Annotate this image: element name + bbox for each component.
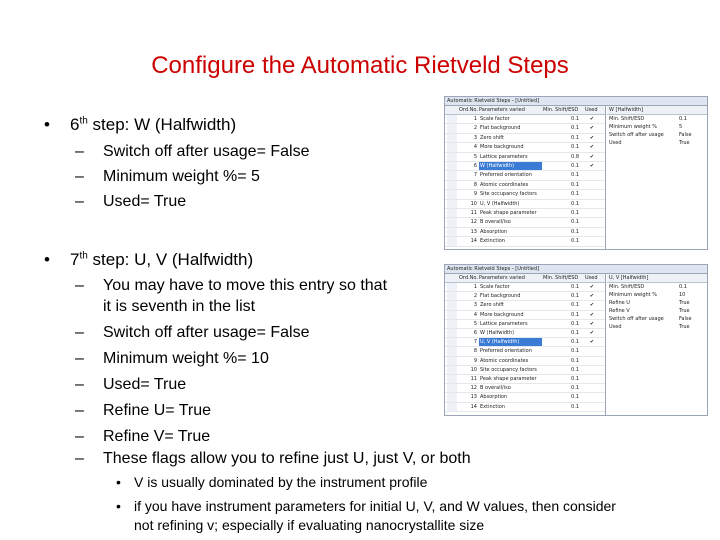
used-checkbox[interactable]	[585, 181, 599, 189]
table-row[interactable]	[445, 181, 605, 190]
row-indicator	[447, 357, 457, 365]
table-row[interactable]	[445, 218, 605, 227]
property-value[interactable]: True	[679, 300, 690, 306]
cell-minshift: 0.1	[571, 219, 579, 226]
row-indicator	[447, 301, 457, 309]
cell-parameter: Peak shape parameter	[480, 376, 537, 382]
row-indicator	[447, 384, 457, 392]
row-indicator	[447, 209, 457, 217]
property-header: W [Halfwidth]	[607, 106, 707, 115]
cell-ordno: 8	[473, 348, 477, 355]
table-row[interactable]	[445, 115, 605, 124]
row-indicator	[447, 115, 457, 123]
cell-minshift: 0.1	[571, 181, 579, 188]
dash-marker: –	[75, 168, 84, 185]
table-row[interactable]	[445, 366, 605, 375]
cell-ordno: 6	[473, 163, 477, 169]
cell-ordno: 9	[473, 357, 477, 364]
col-header-minshift[interactable]: Min. Shift/ESD	[543, 107, 579, 113]
property-name: Refine V	[609, 308, 630, 314]
property-value[interactable]: True	[679, 324, 690, 330]
property-row[interactable]	[607, 124, 707, 131]
row-indicator	[447, 181, 457, 189]
cell-parameter: More background	[480, 311, 524, 318]
property-row[interactable]	[607, 324, 707, 331]
used-checkbox[interactable]	[585, 347, 599, 355]
cell-minshift: 0.1	[571, 228, 579, 235]
used-checkbox[interactable]	[585, 237, 599, 245]
cell-ordno: 9	[473, 191, 477, 198]
dash-marker: –	[75, 450, 84, 467]
cell-minshift: 0.1	[571, 385, 579, 392]
dash-marker: –	[75, 193, 84, 210]
bullet-text: 6th step: W (Halfwidth)	[70, 115, 237, 134]
property-name: Refine U	[609, 300, 630, 306]
cell-minshift: 0.1	[571, 116, 579, 122]
cell-parameter: W (Halfwidth)	[480, 330, 515, 336]
property-row[interactable]	[607, 140, 707, 147]
col-header-ordno[interactable]: Ord.No.	[459, 275, 478, 281]
property-name: Used	[609, 140, 622, 146]
col-header-minshift[interactable]: Min. Shift/ESD	[543, 275, 579, 281]
row-indicator	[447, 143, 457, 151]
table-row[interactable]	[445, 162, 605, 171]
row-indicator	[447, 347, 457, 355]
cell-ordno: 2	[473, 293, 477, 300]
cell-parameter: Atomic coordinates	[480, 181, 529, 188]
cell-ordno: 5	[473, 153, 477, 160]
cell-minshift: 0.1	[571, 357, 579, 364]
sub-bullet-text: Used= True	[103, 193, 187, 210]
used-checkbox[interactable]: ✔	[589, 311, 595, 318]
cell-ordno: 11	[470, 210, 477, 216]
table-row[interactable]	[445, 171, 605, 180]
used-checkbox[interactable]	[585, 228, 599, 236]
bullet-marker: •	[116, 498, 121, 514]
cell-minshift: 0.1	[571, 320, 579, 327]
cell-ordno: 6	[473, 330, 477, 336]
table-row[interactable]	[445, 320, 605, 329]
cell-minshift: 0.1	[571, 348, 579, 355]
cell-parameter: Peak shape parameter	[480, 210, 537, 216]
cell-minshift: 0.1	[571, 293, 579, 300]
cell-minshift: 0.1	[571, 144, 579, 151]
used-checkbox[interactable]	[585, 375, 599, 383]
property-name: Min. Shift/ESD	[609, 116, 645, 122]
window-title: Automatic Rietveld Steps - [Untitled]	[445, 97, 707, 106]
dash-marker: –	[75, 350, 84, 367]
dash-marker: –	[75, 143, 84, 160]
level3-text: if you have instrument parameters for initial U, V, and W values, then consider	[134, 498, 616, 514]
cell-minshift: 0.1	[571, 311, 579, 318]
sub-bullet-text: Switch off after usage= False	[103, 143, 310, 160]
cell-ordno: 10	[470, 366, 477, 373]
table-row[interactable]	[445, 209, 605, 218]
property-row[interactable]	[607, 284, 707, 291]
cell-parameter: U, V (Halfwidth)	[479, 338, 542, 346]
cell-ordno: 4	[473, 311, 477, 318]
cell-minshift: 0.1	[571, 238, 579, 245]
cell-minshift: 0.1	[571, 163, 579, 169]
cell-parameter: Extinction	[480, 238, 505, 245]
dash-marker: –	[75, 402, 84, 419]
bullet-text: 7th step: U, V (Halfwidth)	[70, 250, 254, 269]
cell-ordno: 5	[473, 320, 477, 327]
cell-ordno: 11	[470, 376, 477, 382]
sub-bullet-text: Refine V= True	[103, 428, 211, 445]
property-value[interactable]: 5	[679, 124, 683, 130]
table-row[interactable]	[445, 384, 605, 393]
table-row[interactable]	[445, 153, 605, 162]
table-row[interactable]	[445, 347, 605, 356]
property-value[interactable]: 0.1	[679, 284, 687, 290]
row-indicator	[447, 338, 457, 346]
cell-parameter: Lattice parameters	[480, 320, 528, 327]
table-row[interactable]	[445, 393, 605, 402]
dash-marker: –	[75, 324, 84, 341]
cell-parameter: Atomic coordinates	[480, 357, 529, 364]
used-checkbox[interactable]	[585, 403, 599, 411]
cell-ordno: 7	[473, 172, 477, 179]
used-checkbox[interactable]: ✔	[589, 125, 595, 132]
property-name: Switch off after usage	[609, 316, 664, 322]
sub-bullet-text: Used= True	[103, 376, 187, 393]
grid-header	[445, 274, 605, 283]
cell-ordno: 7	[473, 339, 477, 346]
cell-parameter: Lattice parameters	[480, 153, 528, 160]
property-row[interactable]	[607, 300, 707, 307]
used-checkbox[interactable]: ✔	[589, 330, 595, 336]
cell-parameter: Zero shift	[480, 302, 504, 309]
sub-bullet-text: Minimum weight %= 10	[103, 350, 269, 367]
cell-minshift: 0.1	[571, 125, 579, 132]
cell-ordno: 13	[470, 394, 477, 401]
table-row[interactable]	[445, 338, 605, 347]
row-indicator	[447, 237, 457, 245]
dash-marker: –	[75, 376, 84, 393]
table-row[interactable]	[445, 143, 605, 152]
cell-ordno: 12	[470, 219, 477, 226]
table-row[interactable]	[445, 292, 605, 301]
property-row[interactable]	[607, 308, 707, 315]
cell-minshift: 0.1	[571, 394, 579, 401]
property-value[interactable]: 0.1	[679, 116, 687, 122]
cell-parameter: W (Halfwidth)	[479, 162, 542, 170]
cell-minshift: 0.1	[571, 134, 579, 141]
table-row[interactable]	[445, 283, 605, 292]
cell-parameter: Absorption	[480, 228, 508, 235]
cell-ordno: 14	[470, 403, 477, 410]
cell-ordno: 14	[470, 238, 477, 245]
table-row[interactable]	[445, 228, 605, 237]
row-indicator	[447, 134, 457, 142]
level3-text: V is usually dominated by the instrument profile	[134, 474, 428, 490]
cell-ordno: 12	[470, 385, 477, 392]
row-indicator	[447, 375, 457, 383]
property-row[interactable]	[607, 116, 707, 123]
used-checkbox[interactable]	[585, 384, 599, 392]
cell-parameter: Zero shift	[480, 134, 504, 141]
table-row[interactable]	[445, 301, 605, 310]
property-row[interactable]	[607, 132, 707, 139]
bullet-marker: •	[44, 115, 50, 134]
used-checkbox[interactable]	[585, 200, 599, 208]
used-checkbox[interactable]: ✔	[589, 116, 595, 122]
cell-ordno: 3	[473, 302, 477, 309]
used-checkbox[interactable]: ✔	[589, 153, 595, 160]
table-row[interactable]	[445, 357, 605, 366]
used-checkbox[interactable]: ✔	[589, 134, 595, 141]
property-value[interactable]: True	[679, 140, 690, 146]
row-indicator	[447, 228, 457, 236]
row-indicator	[447, 329, 457, 337]
cell-ordno: 1	[473, 284, 477, 290]
table-row[interactable]	[445, 237, 605, 246]
row-indicator	[447, 311, 457, 319]
cell-ordno: 2	[473, 125, 477, 132]
cell-ordno: 8	[473, 181, 477, 188]
row-indicator	[447, 320, 457, 328]
slide-title: Configure the Automatic Rietveld Steps	[151, 52, 569, 79]
property-row[interactable]	[607, 292, 707, 299]
cell-ordno: 4	[473, 144, 477, 151]
cell-minshift: 0.1	[571, 366, 579, 373]
sub-bullet-text: These flags allow you to refine just U, just V, or both	[103, 450, 471, 467]
cell-minshift: 0.8	[571, 153, 579, 160]
panel-divider	[605, 106, 606, 249]
used-checkbox[interactable]	[585, 218, 599, 226]
col-header-parameters[interactable]: Parameters varied	[479, 107, 525, 113]
window-title: Automatic Rietveld Steps - [Untitled]	[445, 265, 707, 274]
used-checkbox[interactable]	[585, 209, 599, 217]
cell-parameter: Scale factor	[480, 116, 510, 122]
used-checkbox[interactable]: ✔	[589, 293, 595, 300]
property-name: Used	[609, 324, 622, 330]
used-checkbox[interactable]	[585, 357, 599, 365]
cell-minshift: 0.1	[571, 210, 579, 216]
cell-minshift: 0.1	[571, 191, 579, 198]
used-checkbox[interactable]: ✔	[589, 163, 595, 169]
used-checkbox[interactable]	[585, 171, 599, 179]
cell-minshift: 0.1	[571, 172, 579, 179]
rietveld-steps-window-2	[444, 264, 708, 416]
cell-parameter: Preferred orientation	[480, 172, 532, 179]
cell-parameter: Absorption	[480, 394, 508, 401]
dash-marker: –	[75, 277, 84, 294]
cell-minshift: 0.1	[571, 339, 579, 346]
cell-parameter: Flat background	[480, 125, 521, 132]
property-name: Minimum weight %	[609, 124, 657, 130]
row-indicator	[447, 393, 457, 401]
level3-text: not refining v; especially if evaluating nanocrystallite size	[134, 517, 485, 533]
table-row[interactable]	[445, 190, 605, 199]
used-checkbox[interactable]: ✔	[589, 302, 595, 309]
table-row[interactable]	[445, 134, 605, 143]
row-indicator	[447, 200, 457, 208]
used-checkbox[interactable]	[585, 366, 599, 374]
sub-bullet-text: Minimum weight %= 5	[103, 168, 260, 185]
table-row[interactable]	[445, 403, 605, 412]
property-value[interactable]: True	[679, 308, 690, 314]
cell-parameter: U, V (Halfwidth)	[480, 200, 520, 207]
property-row[interactable]	[607, 316, 707, 323]
used-checkbox[interactable]: ✔	[589, 284, 595, 290]
col-header-ordno[interactable]: Ord.No.	[459, 107, 478, 113]
property-name: Minimum weight %	[609, 292, 657, 298]
cell-ordno: 3	[473, 134, 477, 141]
cell-minshift: 0.1	[571, 284, 579, 290]
col-header-used[interactable]: Used	[585, 107, 598, 113]
cell-parameter: B overall/iso	[480, 219, 511, 226]
table-row[interactable]	[445, 375, 605, 384]
property-name: Min. Shift/ESD	[609, 284, 645, 290]
sub-bullet-text: You may have to move this entry so that	[103, 277, 388, 294]
grid-header	[445, 106, 605, 115]
cell-parameter: B overall/iso	[480, 385, 511, 392]
table-row[interactable]	[445, 200, 605, 209]
cell-parameter: Preferred orientation	[480, 348, 532, 355]
row-indicator	[447, 366, 457, 374]
sub-bullet-text: Switch off after usage= False	[103, 324, 310, 341]
cell-parameter: Scale factor	[480, 284, 510, 290]
panel-divider	[605, 274, 606, 415]
row-indicator	[447, 403, 457, 411]
cell-minshift: 0.1	[571, 330, 579, 336]
cell-parameter: Site occupancy factors	[480, 366, 537, 373]
table-row[interactable]	[445, 311, 605, 320]
row-indicator	[447, 283, 457, 291]
row-indicator	[447, 218, 457, 226]
cell-ordno: 10	[470, 200, 477, 207]
property-name: Switch off after usage	[609, 132, 664, 138]
dash-marker: –	[75, 428, 84, 445]
row-indicator	[447, 153, 457, 161]
row-indicator	[447, 292, 457, 300]
cell-minshift: 0.1	[571, 200, 579, 207]
property-value[interactable]: False	[679, 316, 692, 322]
table-row[interactable]	[445, 329, 605, 338]
property-header: U, V [Halfwidth]	[607, 274, 707, 283]
used-checkbox[interactable]: ✔	[589, 144, 595, 151]
cell-parameter: Extinction	[480, 403, 505, 410]
col-header-used[interactable]: Used	[585, 275, 598, 281]
rietveld-steps-window-1	[444, 96, 708, 250]
cell-ordno: 1	[473, 116, 477, 122]
property-value[interactable]: False	[679, 132, 692, 138]
bullet-marker: •	[44, 250, 50, 269]
cell-parameter: Site occupancy factors	[480, 191, 537, 198]
row-indicator	[447, 162, 457, 170]
cell-minshift: 0.1	[571, 403, 579, 410]
cell-minshift: 0.1	[571, 302, 579, 309]
used-checkbox[interactable]: ✔	[589, 320, 595, 327]
cell-ordno: 13	[470, 228, 477, 235]
cell-minshift: 0.1	[571, 376, 579, 382]
used-checkbox[interactable]	[585, 190, 599, 198]
bullet-marker: •	[116, 474, 121, 490]
used-checkbox[interactable]: ✔	[589, 339, 595, 346]
property-value[interactable]: 10	[679, 292, 686, 298]
cell-parameter: More background	[480, 144, 524, 151]
row-indicator	[447, 124, 457, 132]
used-checkbox[interactable]	[585, 393, 599, 401]
sub-bullet-text: Refine U= True	[103, 402, 212, 419]
row-indicator	[447, 190, 457, 198]
sub-bullet-text: it is seventh in the list	[103, 298, 256, 315]
cell-parameter: Flat background	[480, 293, 521, 300]
table-row[interactable]	[445, 124, 605, 133]
row-indicator	[447, 171, 457, 179]
col-header-parameters[interactable]: Parameters varied	[479, 275, 525, 281]
